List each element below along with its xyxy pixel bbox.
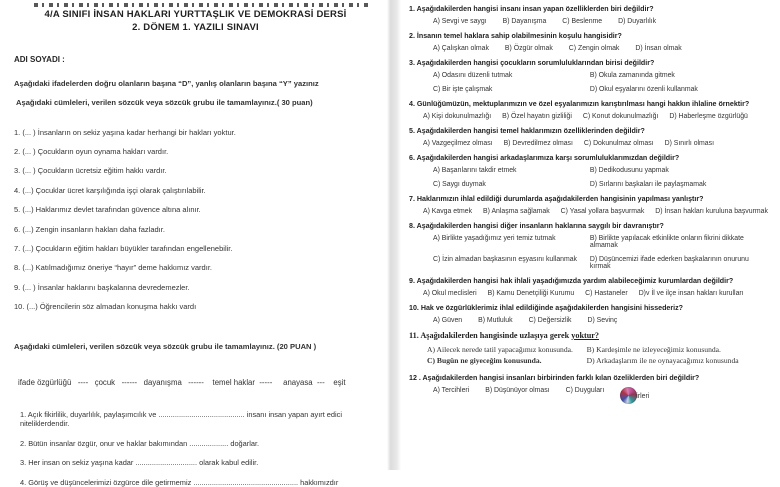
option-b: B) Kamu Denetçiliği Kurumu (487, 290, 575, 297)
question-10-options (409, 317, 774, 324)
question-9-options (409, 290, 774, 297)
clipped-header-line (34, 3, 371, 7)
option-b: B) Kardeşimle ne izleyeceğimiz konusunda. (586, 345, 721, 354)
question-12 (409, 374, 774, 404)
option-c: C) Saygı duymak (433, 181, 486, 188)
question-3-stem: 3. Aşağıdakilerden hangisi çocukların sorumluluklarından birisi değildir? (409, 59, 655, 67)
option-d: D) Okul eşyalarını özenli kullanmak (589, 86, 698, 93)
option-b: B) Düşünüyor olması (485, 387, 550, 394)
option-d: D) İnsan hakları kuruluna başvurmak (655, 208, 768, 215)
question-6 (409, 154, 774, 188)
option-d: D) Düşüncemizi ifade ederken başkalarının onurunu kırmak (589, 256, 749, 270)
exam-title-line1: 4/A SINIFI İNSAN HAKLARI YURTTAŞLIK VE DEMOKRASİ DERSİ (44, 9, 347, 20)
option-c: C) Duyguları (565, 387, 605, 394)
option-d: D) Sevinç (587, 317, 618, 324)
question-4-stem: 4. Günlüğümüzün, mektuplarımızın ve özel eşyalarımızın karıştırılması hangi hakkın ihlaline örnektir? (409, 100, 750, 108)
option-a: A) Başarılarını takdir etmek (433, 167, 517, 174)
word-bank: ifade özgürlüğü ---- çocuk ------ dayanışma ------ temel haklar ----- anayasa --- eşit (18, 378, 346, 388)
option-b: B) Mutluluk (478, 317, 513, 324)
option-d-visible-text: irleri (636, 393, 650, 400)
tf-item-3: 3. (... ) Çocukların ücretsiz eğitim hakkı vardır. (14, 166, 167, 176)
exam-page-left (0, 0, 387, 487)
question-2-options (409, 45, 774, 52)
option-d: D) Duyarlılık (618, 18, 657, 25)
option-c: C) Dokunulmaz olması (583, 140, 654, 147)
option-a: A) Odasını düzenli tutmak (433, 72, 513, 79)
question-2-stem: 2. İnsanın temel haklara sahip olabilmesinin koşulu hangisidir? (409, 32, 622, 40)
option-a: A) Birlikte yaşadığımız yeri temiz tutmak (433, 235, 556, 242)
option-b: B) Okula zamanında gitmek (589, 72, 675, 79)
option-d: D) Sınırlı olması (664, 140, 714, 147)
option-c: C) Hastaneler (585, 290, 628, 297)
option-a: A) Güven (433, 317, 463, 324)
question-7 (409, 195, 774, 215)
question-6-stem: 6. Aşağıdakilerden hangisi arkadaşlarımıza karşı sorumluluklarımızdan değildir? (409, 154, 680, 162)
fill-heading-20: Aşağıdaki cümleleri, verilen sözcük veya sözcük grubu ile tamamlayınız. (20 PUAN ) (14, 342, 317, 352)
page-gutter (387, 0, 401, 470)
option-b: B) Özel hayatın gizliliği (502, 113, 572, 120)
question-4 (409, 100, 774, 120)
fill-item-1: 1. Açık fikirlilik, duyarlılık, paylaşımcılık ve .......................................... insanı insan yapan ayırt edici niteliklerdendir. (20, 410, 343, 429)
question-7-stem: 7. Haklarımızın ihlal edildiği durumlarda aşağıdakilerden hangisinin yapılması yanlıştır? (409, 195, 704, 203)
question-10-stem: 10. Hak ve özgürlüklerimiz ihlal edildiğinde aşağıdakilerden hangisini hissederiz? (409, 304, 683, 312)
colorful-sticker-icon (620, 387, 637, 404)
question-9-stem: 9. Aşağıdakilerden hangisi hak ihlali yaşadığımızda yardım alabileceğimiz kurumlardan değildir? (409, 277, 734, 285)
question-6-options (409, 167, 774, 188)
question-8 (409, 222, 774, 270)
option-a: A) Çalışkan olmak (433, 45, 489, 52)
option-c: C) Bir işte çalışmak (433, 86, 493, 93)
option-d: D)v İl ve ilçe insan hakları kurulları (638, 290, 744, 297)
true-false-list (14, 128, 377, 312)
option-c: C) Yasal yollara başvurmak (560, 208, 645, 215)
option-d: D) İnsan olmak (635, 45, 682, 52)
question-5 (409, 127, 774, 147)
question-3-options (409, 72, 774, 93)
tf-item-6: 6. (...) Zengin insanların hakları daha fazladır. (14, 224, 165, 234)
question-5-options (409, 140, 774, 147)
question-1-stem: 1. Aşağıdakilerden hangisi insanı insan yapan özelliklerden biri değildir? (409, 5, 654, 13)
option-d: D) Sırlarını başkaları ile paylaşmamak (589, 181, 707, 188)
question-8-options (409, 235, 774, 270)
exam-title-line2: 2. DÖNEM 1. YAZILI SINAVI (132, 21, 259, 33)
option-d: D) Haberleşme özgürlüğü (669, 113, 748, 120)
option-a: A) Sevgi ve saygı (433, 18, 487, 25)
option-d-obscured (620, 387, 649, 404)
option-b: B) Devredilmez olması (503, 140, 573, 147)
option-c: C) Değersizlik (528, 317, 572, 324)
question-12-options (409, 387, 774, 404)
fill-item-4: 4. Görüş ve düşüncelerimizi özgürce dile getirmemiz ................................................... hakkımızdır (20, 477, 339, 487)
option-c: C) Beslenme (562, 18, 603, 25)
question-3 (409, 59, 774, 93)
question-2 (409, 32, 774, 52)
option-a: A) Okul meclisleri (423, 290, 477, 297)
question-9 (409, 277, 774, 297)
tf-item-10: 10. (...) Öğrencilerin söz almadan konuşma hakkı vardı (14, 302, 197, 312)
question-11-stem-underlined: yoktur? (571, 331, 600, 340)
option-a: A) Kavga etmek (423, 208, 473, 215)
question-11-stem (409, 331, 774, 340)
tf-item-4: 4. (...) Çocuklar ücret karşılığında işçi olarak çalıştırılabilir. (14, 185, 206, 195)
tf-item-5: 5. (...) Haklarımız devlet tarafından güvence altına alınır. (14, 205, 201, 215)
exam-page-right (401, 0, 780, 470)
question-11 (409, 331, 774, 365)
option-b: B) Birlikte yapılacak etkinlikte onların fikrini dikkate almamak (589, 235, 744, 249)
question-4-options (409, 113, 774, 120)
option-a: A) Vazgeçilmez olması (423, 140, 493, 147)
option-c: C) Zengin olmak (568, 45, 620, 52)
fill-item-3: 3. Her insan on sekiz yaşına kadar .............................. olarak kabul edilir. (20, 458, 259, 468)
option-c: C) Konut dokunulmazlığı (582, 113, 659, 120)
exam-title (14, 9, 377, 35)
fill-instruction-30: Aşağıdaki cümleleri, verilen sözcük veya sözcük grubu ile tamamlayınız.( 30 puan) (16, 97, 313, 107)
tf-item-9: 9. (... ) İnsanlar haklarını başkalarına devredemezler. (14, 282, 190, 292)
tf-item-7: 7. (...) Çocukların eğitim hakları büyükler tarafından engellenebilir. (14, 243, 233, 253)
question-11-options (409, 345, 774, 365)
question-1 (409, 5, 774, 25)
question-11-stem-prefix: 11. Aşağıdakilerden hangisinde uzlaşıya gerek (409, 331, 572, 340)
question-5-stem: 5. Aşağıdakilerden hangisi temel haklarımızın özelliklerinden değildir? (409, 127, 645, 135)
option-b: B) Anlaşma sağlamak (483, 208, 550, 215)
option-a: A) Ailecek nerede tatil yapacağımız konusunda. (427, 345, 573, 354)
student-name-label: ADI SOYADI : (14, 54, 65, 64)
true-false-instruction: Aşağıdaki ifadelerden doğru olanların başına “D”, yanlış olanların başına “Y” yazınız (14, 78, 319, 88)
question-10 (409, 304, 774, 324)
option-c: C) Bugün ne giyeceğim konusunda. (427, 356, 542, 365)
option-b: B) Dedikodusunu yapmak (589, 167, 669, 174)
tf-item-8: 8. (...) Katılmadığımız öneriye “hayır” deme hakkımız vardır. (14, 263, 212, 273)
option-b: B) Özgür olmak (504, 45, 553, 52)
option-b: B) Dayanışma (502, 18, 547, 25)
option-a: A) Kişi dokunulmazlığı (423, 113, 492, 120)
option-a: A) Tercihleri (433, 387, 470, 394)
option-c: C) İzin almadan başkasının eşyasını kullanmak (433, 256, 578, 263)
question-12-stem: 12 . Aşağıdakilerden hangisi insanları birbirinden farklı kılan özeliklerden biri değildir? (409, 374, 700, 382)
question-1-options (409, 18, 774, 25)
tf-item-2: 2. (... ) Çocukların oyun oynama hakları vardır. (14, 147, 169, 157)
option-d: D) Arkadaşlarım ile ne oynayacağımız konusunda (586, 356, 739, 365)
fill-item-2: 2. Bütün insanlar özgür, onur ve haklar bakımından ................... doğarlar. (20, 438, 260, 448)
fill-list (14, 410, 377, 487)
question-8-stem: 8. Aşağıdakilerden hangisi diğer insanların haklarına saygılı bir davranıştır? (409, 222, 664, 230)
tf-item-1: 1. (... ) İnsanların on sekiz yaşına kadar herhangi bir hakları yoktur. (14, 127, 236, 137)
question-7-options (409, 208, 774, 215)
